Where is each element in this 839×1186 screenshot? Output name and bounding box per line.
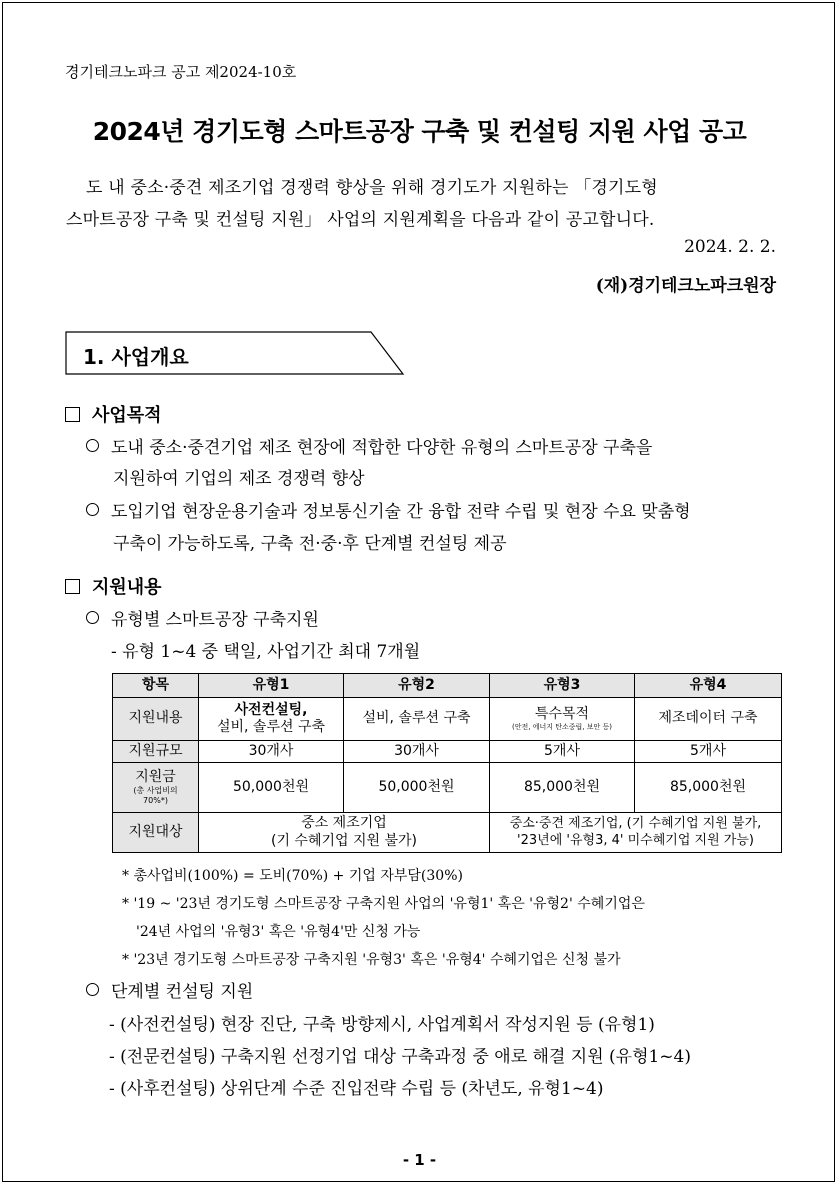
section-1-title: 1. 사업개요 <box>83 345 189 369</box>
table-row <box>113 763 782 813</box>
table-row <box>113 698 782 741</box>
cell-type4-content: 제조데이터 구축 <box>635 698 782 741</box>
type-support-item: 유형별 스마트공장 구축지원 <box>86 605 319 630</box>
consulting-item: 단계별 컨설팅 지원 <box>86 977 253 1002</box>
cell-type2-content: 설비, 솔루션 구축 <box>344 698 490 741</box>
cell-value: 5개사 <box>635 741 782 763</box>
cell-value: 30개사 <box>199 741 344 763</box>
square-bullet-icon <box>65 579 80 594</box>
document-title: 2024년 경기도형 스마트공장 구축 및 컨설팅 지원 사업 공고 <box>92 117 747 146</box>
table-header-cell: 유형4 <box>635 674 782 698</box>
cell-value: 85,000천원 <box>490 763 635 813</box>
circle-bullet-icon <box>86 439 99 452</box>
consulting-sub-2: - (전문컨설팅) 구축지원 선정기업 대상 구축과정 중 애로 해결 지원 (유형1~4) <box>109 1047 692 1067</box>
table-row <box>113 813 782 853</box>
purpose-heading: 사업목적 <box>65 401 162 427</box>
cell-target-type12: 중소 제조기업 (기 수혜기업 지원 불가) <box>199 813 490 853</box>
purpose-item-1-line-1: 도내 중소·중견기업 제조 현장에 적합한 다양한 유형의 스마트공장 구축을 <box>86 433 652 458</box>
cell-type1-content: 사전컨설팅, 설비, 솔루션 구축 <box>199 698 344 741</box>
row-label-target: 지원대상 <box>113 813 199 853</box>
cell-value: 5개사 <box>490 741 635 763</box>
purpose-item-2-line-1: 도입기업 현장운용기술과 정보통신기술 간 융합 전략 수립 및 현장 수요 맞춤형 <box>86 497 691 522</box>
cell-type3-content: 특수목적 (안전, 에너지 탄소중립, 보안 등) <box>490 698 635 741</box>
support-heading: 지원내용 <box>65 573 162 599</box>
consulting-sub-3: - (사후컨설팅) 상위단계 수준 진입전략 수립 등 (차년도, 유형1~4) <box>109 1079 604 1099</box>
cell-value: 30개사 <box>344 741 490 763</box>
table-header-row <box>113 674 782 698</box>
cell-value: 50,000천원 <box>199 763 344 813</box>
intro-line-2: 스마트공장 구축 및 컨설팅 지원」 사업의 지원계획을 다음과 같이 공고합니다. <box>66 210 655 230</box>
circle-bullet-icon <box>86 503 99 516</box>
cell-value: 50,000천원 <box>344 763 490 813</box>
circle-bullet-icon <box>86 611 99 624</box>
circle-bullet-icon <box>86 983 99 996</box>
purpose-item-1-line-2: 지원하여 기업의 제조 경쟁력 향상 <box>113 469 365 489</box>
table-header-cell: 유형2 <box>344 674 490 698</box>
table-row <box>113 741 782 763</box>
cell-target-type34: 중소·중견 제조기업, (기 수혜기업 지원 불가, '23년에 '유형3, 4' 미수혜기업 지원 가능) <box>490 813 782 853</box>
notice-number: 경기테크노파크 공고 제2024-10호 <box>65 63 297 81</box>
page-number: - 1 - <box>402 1151 437 1169</box>
purpose-item-2-line-2: 구축이 가능하도록, 구축 전·중·후 단계별 컨설팅 제공 <box>113 534 507 554</box>
row-label-amount: 지원금 (총 사업비의 70%*) <box>113 763 199 813</box>
support-table <box>112 673 782 853</box>
table-header-cell: 항목 <box>113 674 199 698</box>
note-2: * '19 ~ '23년 경기도형 스마트공장 구축지원 사업의 '유형1' 혹은 '유형2' 수혜기업은 <box>122 896 645 912</box>
notice-date: 2024. 2. 2. <box>684 237 776 257</box>
row-label-scale: 지원규모 <box>113 741 199 763</box>
consulting-sub-1: - (사전컨설팅) 현장 진단, 구축 방향제시, 사업계획서 작성지원 등 (유형1) <box>109 1015 655 1035</box>
note-3: * '23년 경기도형 스마트공장 구축지원 '유형3' 혹은 '유형4' 수혜기업은 신청 불가 <box>122 952 621 968</box>
document-page <box>2 2 835 1182</box>
square-bullet-icon <box>65 407 80 422</box>
table-header-cell: 유형1 <box>199 674 344 698</box>
note-2-cont: '24년 사업의 '유형3' 혹은 '유형4'만 신청 가능 <box>136 924 421 940</box>
type-support-detail: - 유형 1~4 중 택일, 사업기간 최대 7개월 <box>111 642 421 662</box>
cell-value: 85,000천원 <box>635 763 782 813</box>
issuer-name: (재)경기테크노파크원장 <box>595 276 776 296</box>
note-1: * 총사업비(100%) = 도비(70%) + 기업 자부담(30%) <box>122 868 463 884</box>
table-header-cell: 유형3 <box>490 674 635 698</box>
intro-line-1: 도 내 중소·중견 제조기업 경쟁력 향상을 위해 경기도가 지원하는 「경기도형 <box>86 178 658 198</box>
row-label-content: 지원내용 <box>113 698 199 741</box>
